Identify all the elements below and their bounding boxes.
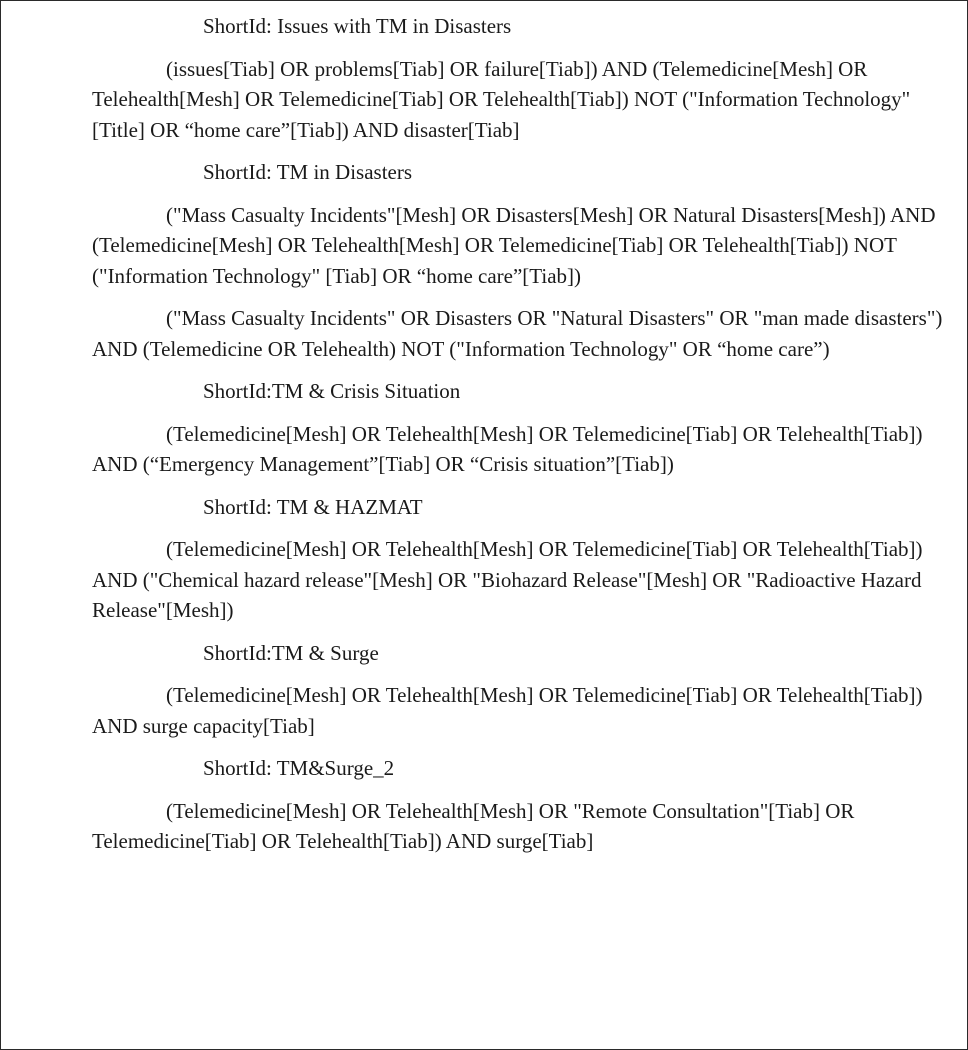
search-query: (Telemedicine[Mesh] OR Telehealth[Mesh] OR Telemedicine[Tiab] OR Telehealth[Tiab]) AND (“Emergency Management”[Tiab] OR “Crisis situation”[Tiab]) — [92, 421, 923, 476]
shortid-heading: ShortId: TM in Disasters — [203, 160, 413, 184]
search-query: ("Mass Casualty Incidents"[Mesh] OR Disasters[Mesh] OR Natural Disasters[Mesh]) AND (Telemedicine[Mesh] OR Telehealth[Mesh] OR Telemedicine[Tiab] OR Telehealth[Tiab]) NOT ("Information Technology" [Tiab] OR “home care”[Tiab]) — [92, 202, 936, 288]
document-content — [92, 11, 954, 869]
shortid-heading: ShortId:TM & Crisis Situation — [203, 379, 461, 403]
search-query: (Telemedicine[Mesh] OR Telehealth[Mesh] OR Telemedicine[Tiab] OR Telehealth[Tiab]) AND ("Chemical hazard release"[Mesh] OR "Biohazard Release"[Mesh] OR "Radioactive Hazard Release"[Mesh]) — [92, 537, 923, 622]
shortid-heading: ShortId:TM & Surge — [203, 640, 379, 665]
search-query: (issues[Tiab] OR problems[Tiab] OR failure[Tiab]) AND (Telemedicine[Mesh] OR Telehealth[Mesh] OR Telemedicine[Tiab] OR Telehealth[Tiab]) NOT ("Information Technology" [Title] OR “home care”[Tiab]) AND disaster[Tiab] — [92, 56, 911, 142]
shortid-heading: ShortId: TM&Surge_2 — [203, 756, 395, 780]
search-query: (Telemedicine[Mesh] OR Telehealth[Mesh] OR "Remote Consultation"[Tiab] OR Telemedicine[Tiab] OR Telehealth[Tiab]) AND surge[Tiab] — [92, 798, 855, 853]
shortid-heading: ShortId: Issues with TM in Disasters — [203, 14, 512, 38]
search-query: ("Mass Casualty Incidents" OR Disasters OR "Natural Disasters" OR "man made disasters") AND (Telemedicine OR Telehealth) NOT ("Information Technology" OR “home care”) — [92, 306, 943, 361]
shortid-heading: ShortId: TM & HAZMAT — [203, 494, 423, 519]
search-query: (Telemedicine[Mesh] OR Telehealth[Mesh] OR Telemedicine[Tiab] OR Telehealth[Tiab]) AND surge capacity[Tiab] — [92, 683, 923, 738]
